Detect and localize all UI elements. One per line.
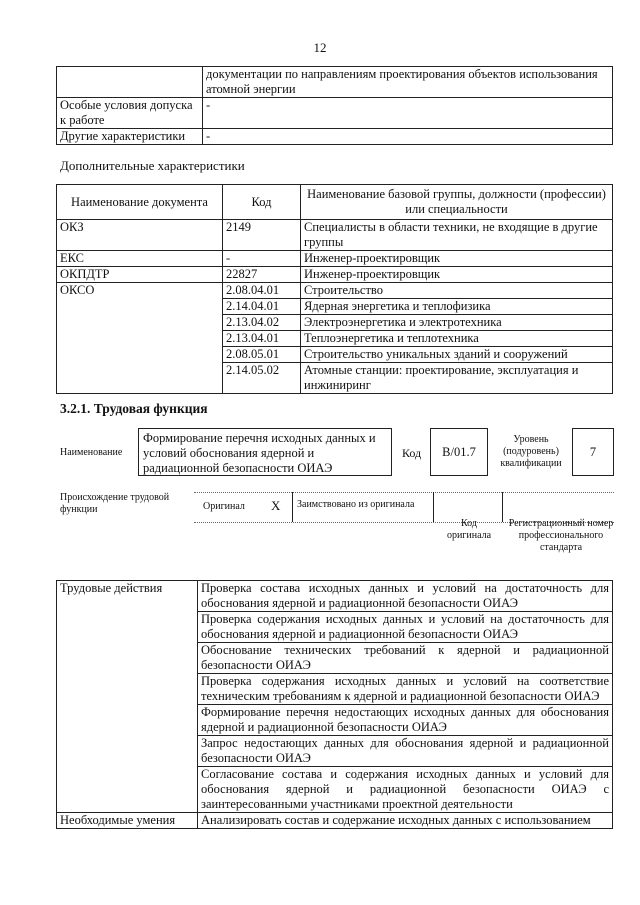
function-name-value: Формирование перечня исходных данных и условий обоснования ядерной и радиационной безопасности ОИАЭ xyxy=(143,431,376,475)
doc-cell: ОКСО xyxy=(57,283,223,394)
table-row xyxy=(57,67,613,98)
name-cell: Строительство xyxy=(301,283,613,299)
action-item: Формирование перечня недостающих исходных данных для обоснования ядерной и радиационной безопасности ОИАЭ xyxy=(198,705,613,736)
table-row xyxy=(57,581,613,612)
column-header: Код xyxy=(223,185,301,220)
row-value: - xyxy=(203,98,613,129)
code-cell: 22827 xyxy=(223,267,301,283)
row-label: Особые условия допуска к работе xyxy=(57,98,203,129)
action-item: Проверка содержания исходных данных и условий на соответствие техническим требованиям к ядерной и радиационной безопасности ОИАЭ xyxy=(198,674,613,705)
code-cell: 2.14.05.02 xyxy=(223,363,301,394)
top-table xyxy=(56,66,613,145)
table-row xyxy=(57,129,613,145)
code-label: Код xyxy=(402,446,422,460)
doc-cell: ЕКС xyxy=(57,251,223,267)
code-original-label: Код оригинала xyxy=(446,518,492,541)
code-cell: 2.08.04.01 xyxy=(223,283,301,299)
origin-divider xyxy=(502,492,503,522)
actions-table xyxy=(56,580,613,829)
name-cell: Электроэнергетика и электротехника xyxy=(301,315,613,331)
name-label: Наименование xyxy=(60,447,123,458)
table-row xyxy=(57,251,613,267)
name-cell: Теплоэнергетика и теплотехника xyxy=(301,331,613,347)
function-name-box xyxy=(138,428,392,476)
level-value: 7 xyxy=(589,444,597,459)
table-row xyxy=(57,813,613,829)
level-box xyxy=(572,428,614,476)
row-value: - xyxy=(203,129,613,145)
code-cell: 2.13.04.02 xyxy=(223,315,301,331)
origin-divider xyxy=(292,492,293,522)
original-label: Оригинал xyxy=(203,501,245,512)
function-heading: 3.2.1. Трудовая функция xyxy=(60,401,208,416)
additional-table xyxy=(56,184,613,394)
function-code-box xyxy=(430,428,488,476)
code-cell: 2.13.04.01 xyxy=(223,331,301,347)
name-cell: Ядерная энергетика и теплофизика xyxy=(301,299,613,315)
doc-cell: ОКЗ xyxy=(57,220,223,251)
code-cell: 2.08.05.01 xyxy=(223,347,301,363)
section-heading: Дополнительные характеристики xyxy=(60,158,245,173)
action-item: Проверка состава исходных данных и условий на достаточность для обоснования ядерной и радиационной безопасности ОИАЭ xyxy=(198,581,613,612)
row-value: документации по направлениям проектирования объектов использования атомной энергии xyxy=(203,67,613,98)
column-header: Наименование базовой группы, должности (профессии) или специальности xyxy=(301,185,613,220)
table-row xyxy=(57,98,613,129)
action-item: Проверка содержания исходных данных и условий на достаточность для обоснования ядерной и радиационной безопасности ОИАЭ xyxy=(198,612,613,643)
action-item: Обоснование технических требований к ядерной и радиационной безопасности ОИАЭ xyxy=(198,643,613,674)
name-cell: Атомные станции: проектирование, эксплуатация и инжиниринг xyxy=(301,363,613,394)
skill-item: Анализировать состав и содержание исходных данных с использованием xyxy=(198,813,613,829)
column-header: Наименование документа xyxy=(57,185,223,220)
row-label xyxy=(57,67,203,98)
table-row xyxy=(57,267,613,283)
code-cell: - xyxy=(223,251,301,267)
level-label: Уровень (подуровень) квалификации xyxy=(500,434,562,469)
action-item: Запрос недостающих данных для обоснования ядерной и радиационной безопасности ОИАЭ xyxy=(198,736,613,767)
original-mark: X xyxy=(271,498,281,513)
reg-number-label: Регистрационный номер профессионального стандарта xyxy=(508,518,614,553)
name-cell: Строительство уникальных зданий и сооружений xyxy=(301,347,613,363)
table-row xyxy=(57,283,613,299)
code-cell: 2.14.04.01 xyxy=(223,299,301,315)
code-cell: 2149 xyxy=(223,220,301,251)
origin-divider xyxy=(433,492,434,522)
page-number: 12 xyxy=(313,40,327,55)
function-code-value: B/01.7 xyxy=(442,444,476,459)
skills-label: Необходимые умения xyxy=(57,813,198,829)
action-item: Согласование состава и содержания исходных данных и условий для обоснования ядерной и радиационной безопасности ОИАЭ с заинтересованными участниками проектной деятельности xyxy=(198,767,613,813)
name-cell: Инженер-проектировщик xyxy=(301,251,613,267)
name-cell: Специалисты в области техники, не входящие в другие группы xyxy=(301,220,613,251)
table-row xyxy=(57,220,613,251)
row-label: Другие характеристики xyxy=(57,129,203,145)
borrowed-label: Заимствовано из оригинала xyxy=(297,499,415,510)
doc-cell: ОКПДТР xyxy=(57,267,223,283)
name-cell: Инженер-проектировщик xyxy=(301,267,613,283)
origin-label: Происхождение трудовой функции xyxy=(60,492,170,515)
actions-label: Трудовые действия xyxy=(57,581,198,813)
table-header-row xyxy=(57,185,613,220)
